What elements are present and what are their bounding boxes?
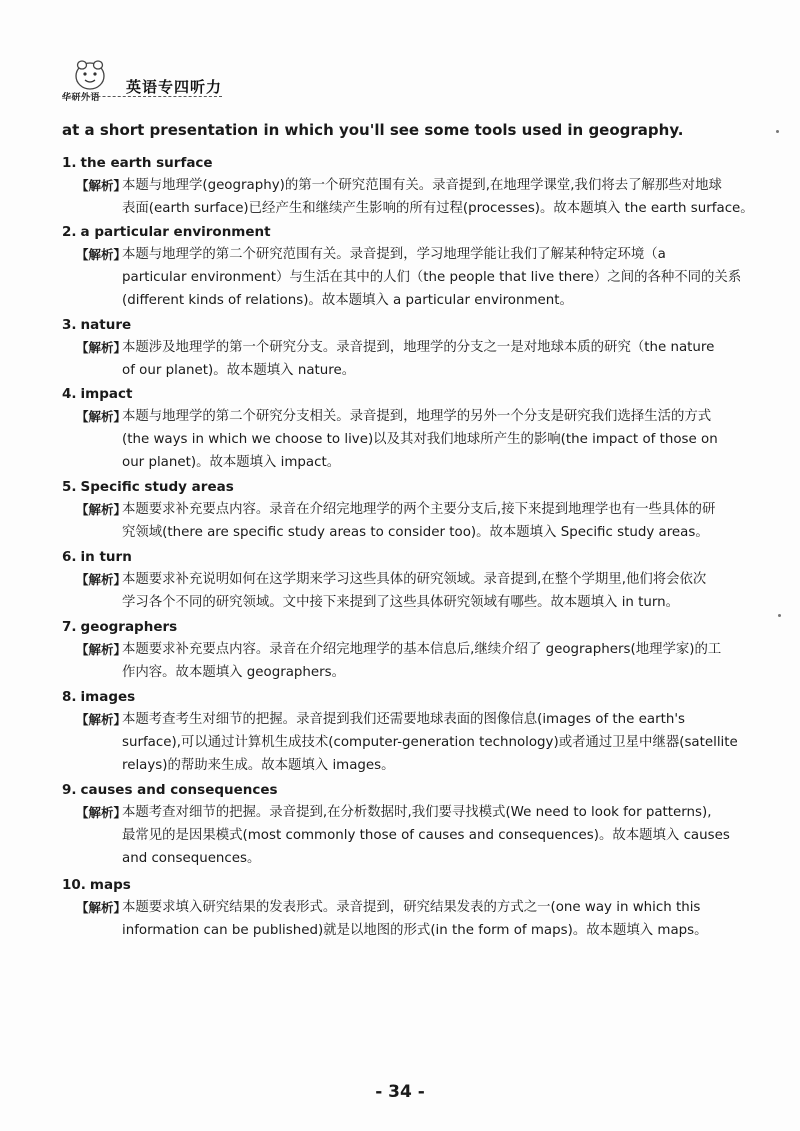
answer-item [62, 779, 774, 870]
answer-text: nature [80, 317, 132, 333]
answer-text: impact [80, 386, 133, 402]
answer-text: the earth surface [80, 155, 213, 171]
analysis-block [62, 405, 774, 474]
answer-item [62, 314, 774, 382]
analysis-line: particular environment）与生活在其中的人们（the people that live there）之间的各种不同的关系 [122, 270, 742, 285]
analysis-block [62, 498, 774, 544]
analysis-block [62, 336, 774, 382]
answer-item [62, 221, 774, 312]
answer-item [62, 383, 774, 474]
analysis-tag: 【解析】 [76, 178, 127, 193]
analysis-line: (the ways in which we choose to live)以及其对我们地球所产生的影响(the impact of those on [122, 432, 718, 447]
analysis-line: 表面(earth surface)已经产生和继续产生影响的所有过程(processes)。故本题填入 the earth surface。 [122, 201, 754, 216]
answer-title [62, 546, 774, 568]
analysis-block [62, 243, 774, 312]
answer-number: 1. [62, 155, 77, 171]
answer-number: 2. [62, 224, 77, 240]
logo-text: 华研外语 [62, 93, 101, 103]
analysis-block [62, 174, 774, 220]
answer-title [62, 779, 774, 801]
analysis-block [62, 568, 774, 614]
answer-item [62, 686, 774, 777]
answer-title [62, 686, 774, 708]
analysis-line: 究领域(there are specific study areas to consider too)。故本题填入 Specific study areas。 [122, 525, 709, 540]
analysis-tag: 【解析】 [76, 502, 127, 517]
answer-number: 4. [62, 386, 77, 402]
analysis-line: 最常见的是因果模式(most commonly those of causes and consequences)。故本题填入 causes [122, 828, 730, 843]
analysis-tag: 【解析】 [76, 642, 127, 657]
answer-number: 3. [62, 317, 77, 333]
answer-number: 5. [62, 479, 77, 495]
analysis-line: surface),可以通过计算机生成技术(computer-generation technology)或者通过卫星中继器(satellite [122, 735, 738, 750]
answer-text: causes and consequences [80, 782, 278, 798]
analysis-block [62, 708, 774, 777]
analysis-tag: 【解析】 [76, 712, 127, 727]
answer-number: 10. [62, 877, 86, 893]
analysis-line: 本题要求填入研究结果的发表形式。录音提到，研究结果发表的方式之一(one way in which this [122, 900, 701, 915]
analysis-line: 本题要求补充要点内容。录音在介绍完地理学的基本信息后,继续介绍了 geographers(地理学家)的工 [122, 642, 722, 657]
answer-title [62, 221, 774, 243]
answer-item [62, 874, 774, 942]
answer-text: geographers [80, 619, 178, 635]
analysis-block [62, 638, 774, 684]
header-divider [62, 96, 222, 97]
answer-number: 8. [62, 689, 77, 705]
analysis-line: 本题要求补充说明如何在这学期来学习这些具体的研究领域。录音提到,在整个学期里,他们将会依次 [122, 572, 707, 587]
analysis-line: relays)的帮助来生成。故本题填入 images。 [122, 758, 395, 773]
answer-text: images [80, 689, 136, 705]
answer-title [62, 152, 774, 174]
scan-speck [778, 614, 781, 617]
analysis-line: our planet)。故本题填入 impact。 [122, 455, 341, 470]
analysis-tag: 【解析】 [76, 572, 127, 587]
scan-speck [776, 130, 779, 133]
analysis-line: (different kinds of relations)。故本题填入 a particular environment。 [122, 293, 573, 308]
answer-item [62, 546, 774, 614]
intro-line: at a short presentation in which you'll see some tools used in geography. [62, 121, 684, 139]
analysis-line: 本题与地理学(geography)的第一个研究范围有关。录音提到,在地理学课堂,我们将去了解那些对地球 [122, 178, 722, 193]
analysis-block [62, 896, 774, 942]
analysis-line: 作内容。故本题填入 geographers。 [122, 665, 346, 680]
page-number: - 34 - [375, 1082, 425, 1102]
answer-title [62, 874, 774, 896]
analysis-line: 本题考查考生对细节的把握。录音提到我们还需要地球表面的图像信息(images of the earth's [122, 712, 686, 727]
analysis-tag: 【解析】 [76, 409, 127, 424]
answer-item [62, 152, 774, 220]
answer-text: Specific study areas [80, 479, 234, 495]
answer-title [62, 616, 774, 638]
analysis-line: 本题与地理学的第二个研究范围有关。录音提到，学习地理学能让我们了解某种特定环境（a [122, 247, 666, 262]
answer-item [62, 476, 774, 544]
answer-number: 6. [62, 549, 77, 565]
page-header [60, 58, 230, 104]
answer-text: maps [89, 877, 131, 893]
analysis-line: 学习各个不同的研究领域。文中接下来提到了这些具体研究领域有哪些。故本题填入 in turn。 [122, 595, 680, 610]
analysis-line: 本题要求补充要点内容。录音在介绍完地理学的两个主要分支后,接下来提到地理学也有一些具体的研 [122, 502, 716, 517]
analysis-line: of our planet)。故本题填入 nature。 [122, 363, 356, 378]
analysis-tag: 【解析】 [76, 900, 127, 915]
answer-number: 7. [62, 619, 77, 635]
analysis-line: 本题与地理学的第二个研究分支相关。录音提到，地理学的另外一个分支是研究我们选择生活的方式 [122, 409, 712, 424]
analysis-line: information can be published)就是以地图的形式(in the form of maps)。故本题填入 maps。 [122, 923, 708, 938]
analysis-tag: 【解析】 [76, 247, 127, 262]
answer-item [62, 616, 774, 684]
analysis-line: and consequences。 [122, 851, 261, 866]
book-title: 英语专四听力 [126, 78, 223, 96]
answer-text: in turn [80, 549, 132, 565]
analysis-block [62, 801, 774, 870]
answer-title [62, 476, 774, 498]
answer-number: 9. [62, 782, 77, 798]
analysis-line: 本题考查对细节的把握。录音提到,在分析数据时,我们要寻找模式(We need to look for patterns), [122, 805, 712, 820]
answer-title [62, 314, 774, 336]
analysis-line: 本题涉及地理学的第一个研究分支。录音提到，地理学的分支之一是对地球本质的研究（the nature [122, 340, 715, 355]
analysis-tag: 【解析】 [76, 340, 127, 355]
answer-title [62, 383, 774, 405]
answer-text: a particular environment [80, 224, 271, 240]
analysis-tag: 【解析】 [76, 805, 127, 820]
